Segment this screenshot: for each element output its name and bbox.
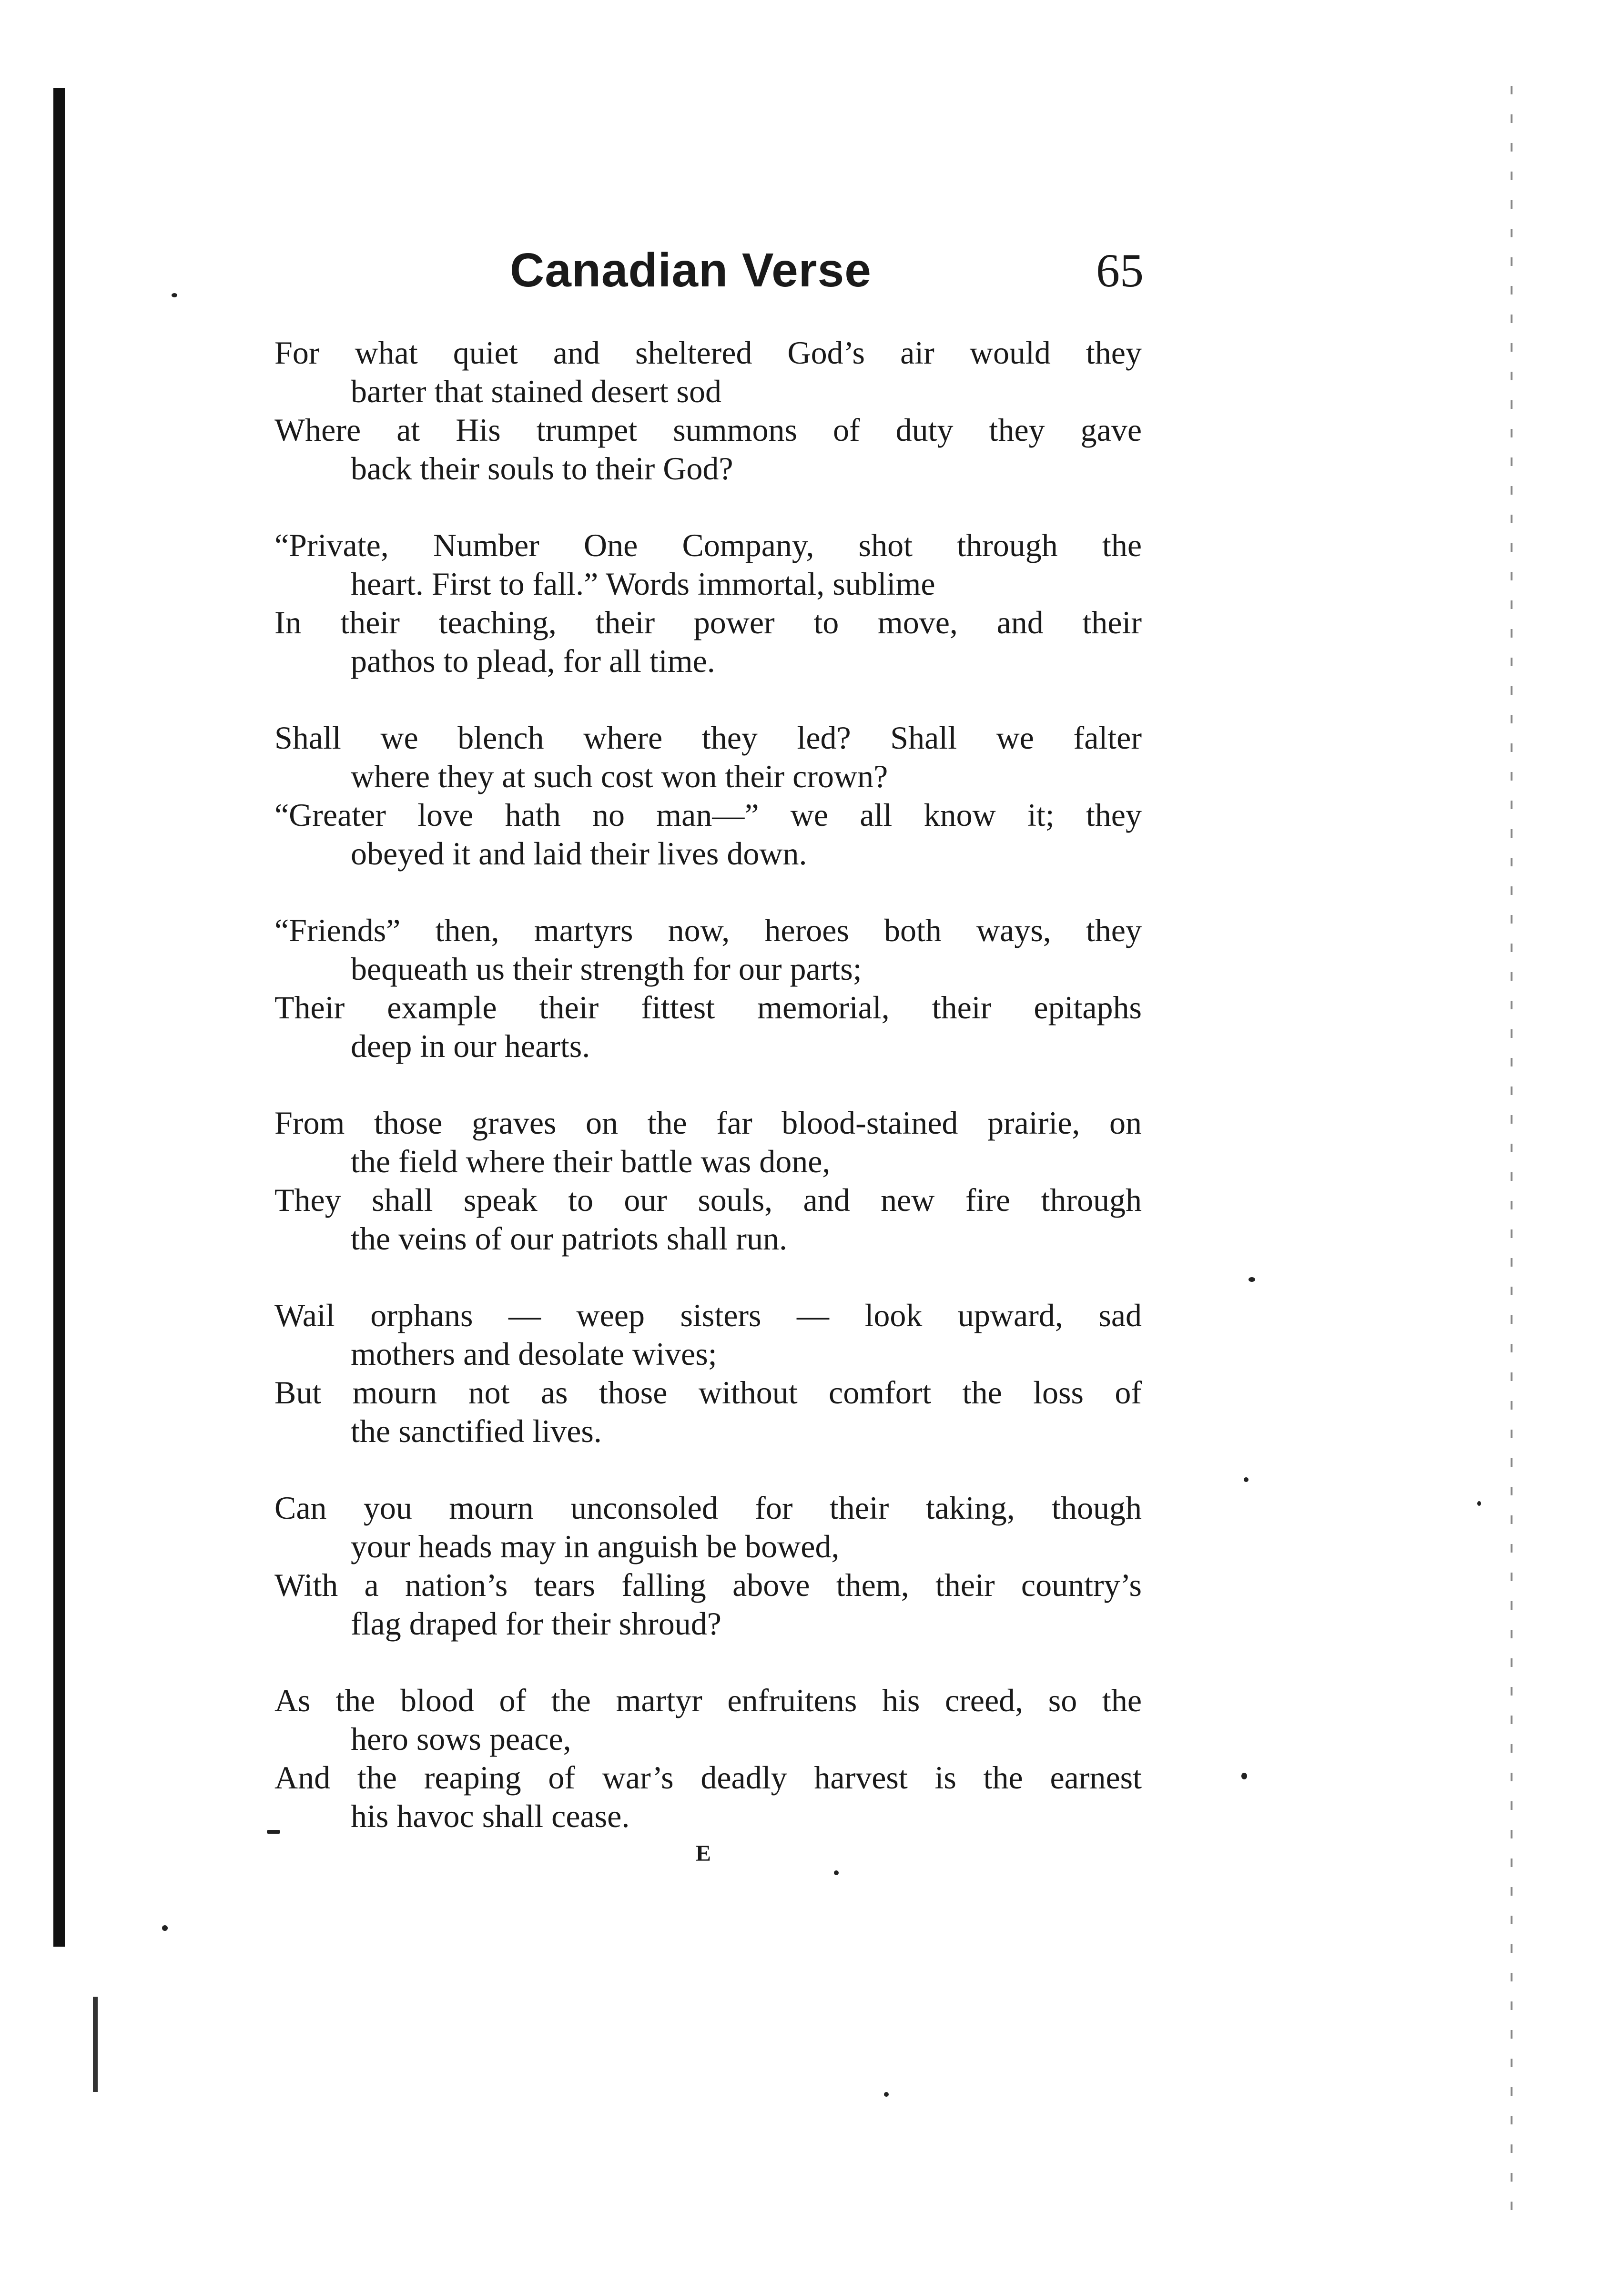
poem-line: deep in our hearts. [351,1028,590,1064]
scan-speck [1241,1773,1247,1779]
poem-line: For what quiet and sheltered God’s air would they [274,335,1142,371]
stanza [274,719,1142,873]
stanza [274,1681,1142,1836]
scan-speck [1248,1277,1255,1282]
poem-line: barter that stained desert sod [351,373,721,409]
scan-speck [267,1830,280,1834]
poem-line: back their souls to their God? [351,450,733,487]
poem-line: They shall speak to our souls, and new fire through [274,1182,1142,1218]
poem-line: obeyed it and laid their lives down. [351,835,807,872]
poem-line: the veins of our patriots shall run. [351,1220,787,1257]
stanza [274,911,1142,1066]
poem-line: Can you mourn unconsoled for their taking, though [274,1490,1142,1526]
scan-speck [162,1925,168,1931]
stanza [274,526,1142,680]
poem-line: And the reaping of war’s deadly harvest is the earnest [274,1759,1142,1796]
poem-line: heart. First to fall.” Words immortal, sublime [351,566,935,602]
poem-line: In their teaching, their power to move, and their [274,604,1142,640]
scan-speck [172,293,177,297]
poem-line: Where at His trumpet summons of duty they gave [274,412,1142,448]
poem-body [274,334,1142,1874]
poem-line: Their example their fittest memorial, their epitaphs [274,989,1142,1026]
poem-line: As the blood of the martyr enfruitens his creed, so the [274,1682,1142,1718]
poem-line: “Private, Number One Company, shot through the [274,527,1142,563]
poem-line: mothers and desolate wives; [351,1336,717,1372]
poem-line: where they at such cost won their crown? [351,758,888,794]
page-header [510,229,1144,300]
poem-line: Wail orphans — weep sisters — look upward, sad [274,1297,1142,1333]
poem-line: the field where their battle was done, [351,1143,831,1179]
scan-speck [1244,1477,1248,1482]
scan-speck [884,2092,889,2097]
poem-line: But mourn not as those without comfort the loss of [274,1374,1142,1411]
poem-line: With a nation’s tears falling above them, their country’s [274,1567,1142,1603]
stanza [274,1489,1142,1643]
poem-line: pathos to plead, for all time. [351,643,715,679]
poem-line: bequeath us their strength for our parts; [351,951,862,987]
poem-line: “Friends” then, martyrs now, heroes both ways, they [274,912,1142,948]
poem-line: Shall we blench where they led? Shall we falter [274,720,1142,756]
page-edge-scan-artifact [1511,86,1512,2230]
page-number: 65 [1096,244,1144,297]
signature-mark: E [696,1841,712,1866]
poem-line: “Greater love hath no man—” we all know it; they [274,797,1142,833]
stanza [274,1104,1142,1258]
scan-speck [1477,1501,1481,1506]
scan-speck [834,1870,839,1875]
binding-edge [53,88,65,1947]
poem-line: flag draped for their shroud? [351,1605,721,1642]
poem-line: From those graves on the far blood-stained prairie, on [274,1105,1142,1141]
poem-line: your heads may in anguish be bowed, [351,1528,840,1564]
poem-line: hero sows peace, [351,1721,571,1757]
binding-edge-lower [93,1997,98,2092]
stanza [274,334,1142,488]
poem-line: his havoc shall cease. [351,1798,630,1834]
running-head: Canadian Verse [510,244,872,297]
stanza [274,1296,1142,1451]
poem-line: the sanctified lives. [351,1413,602,1449]
